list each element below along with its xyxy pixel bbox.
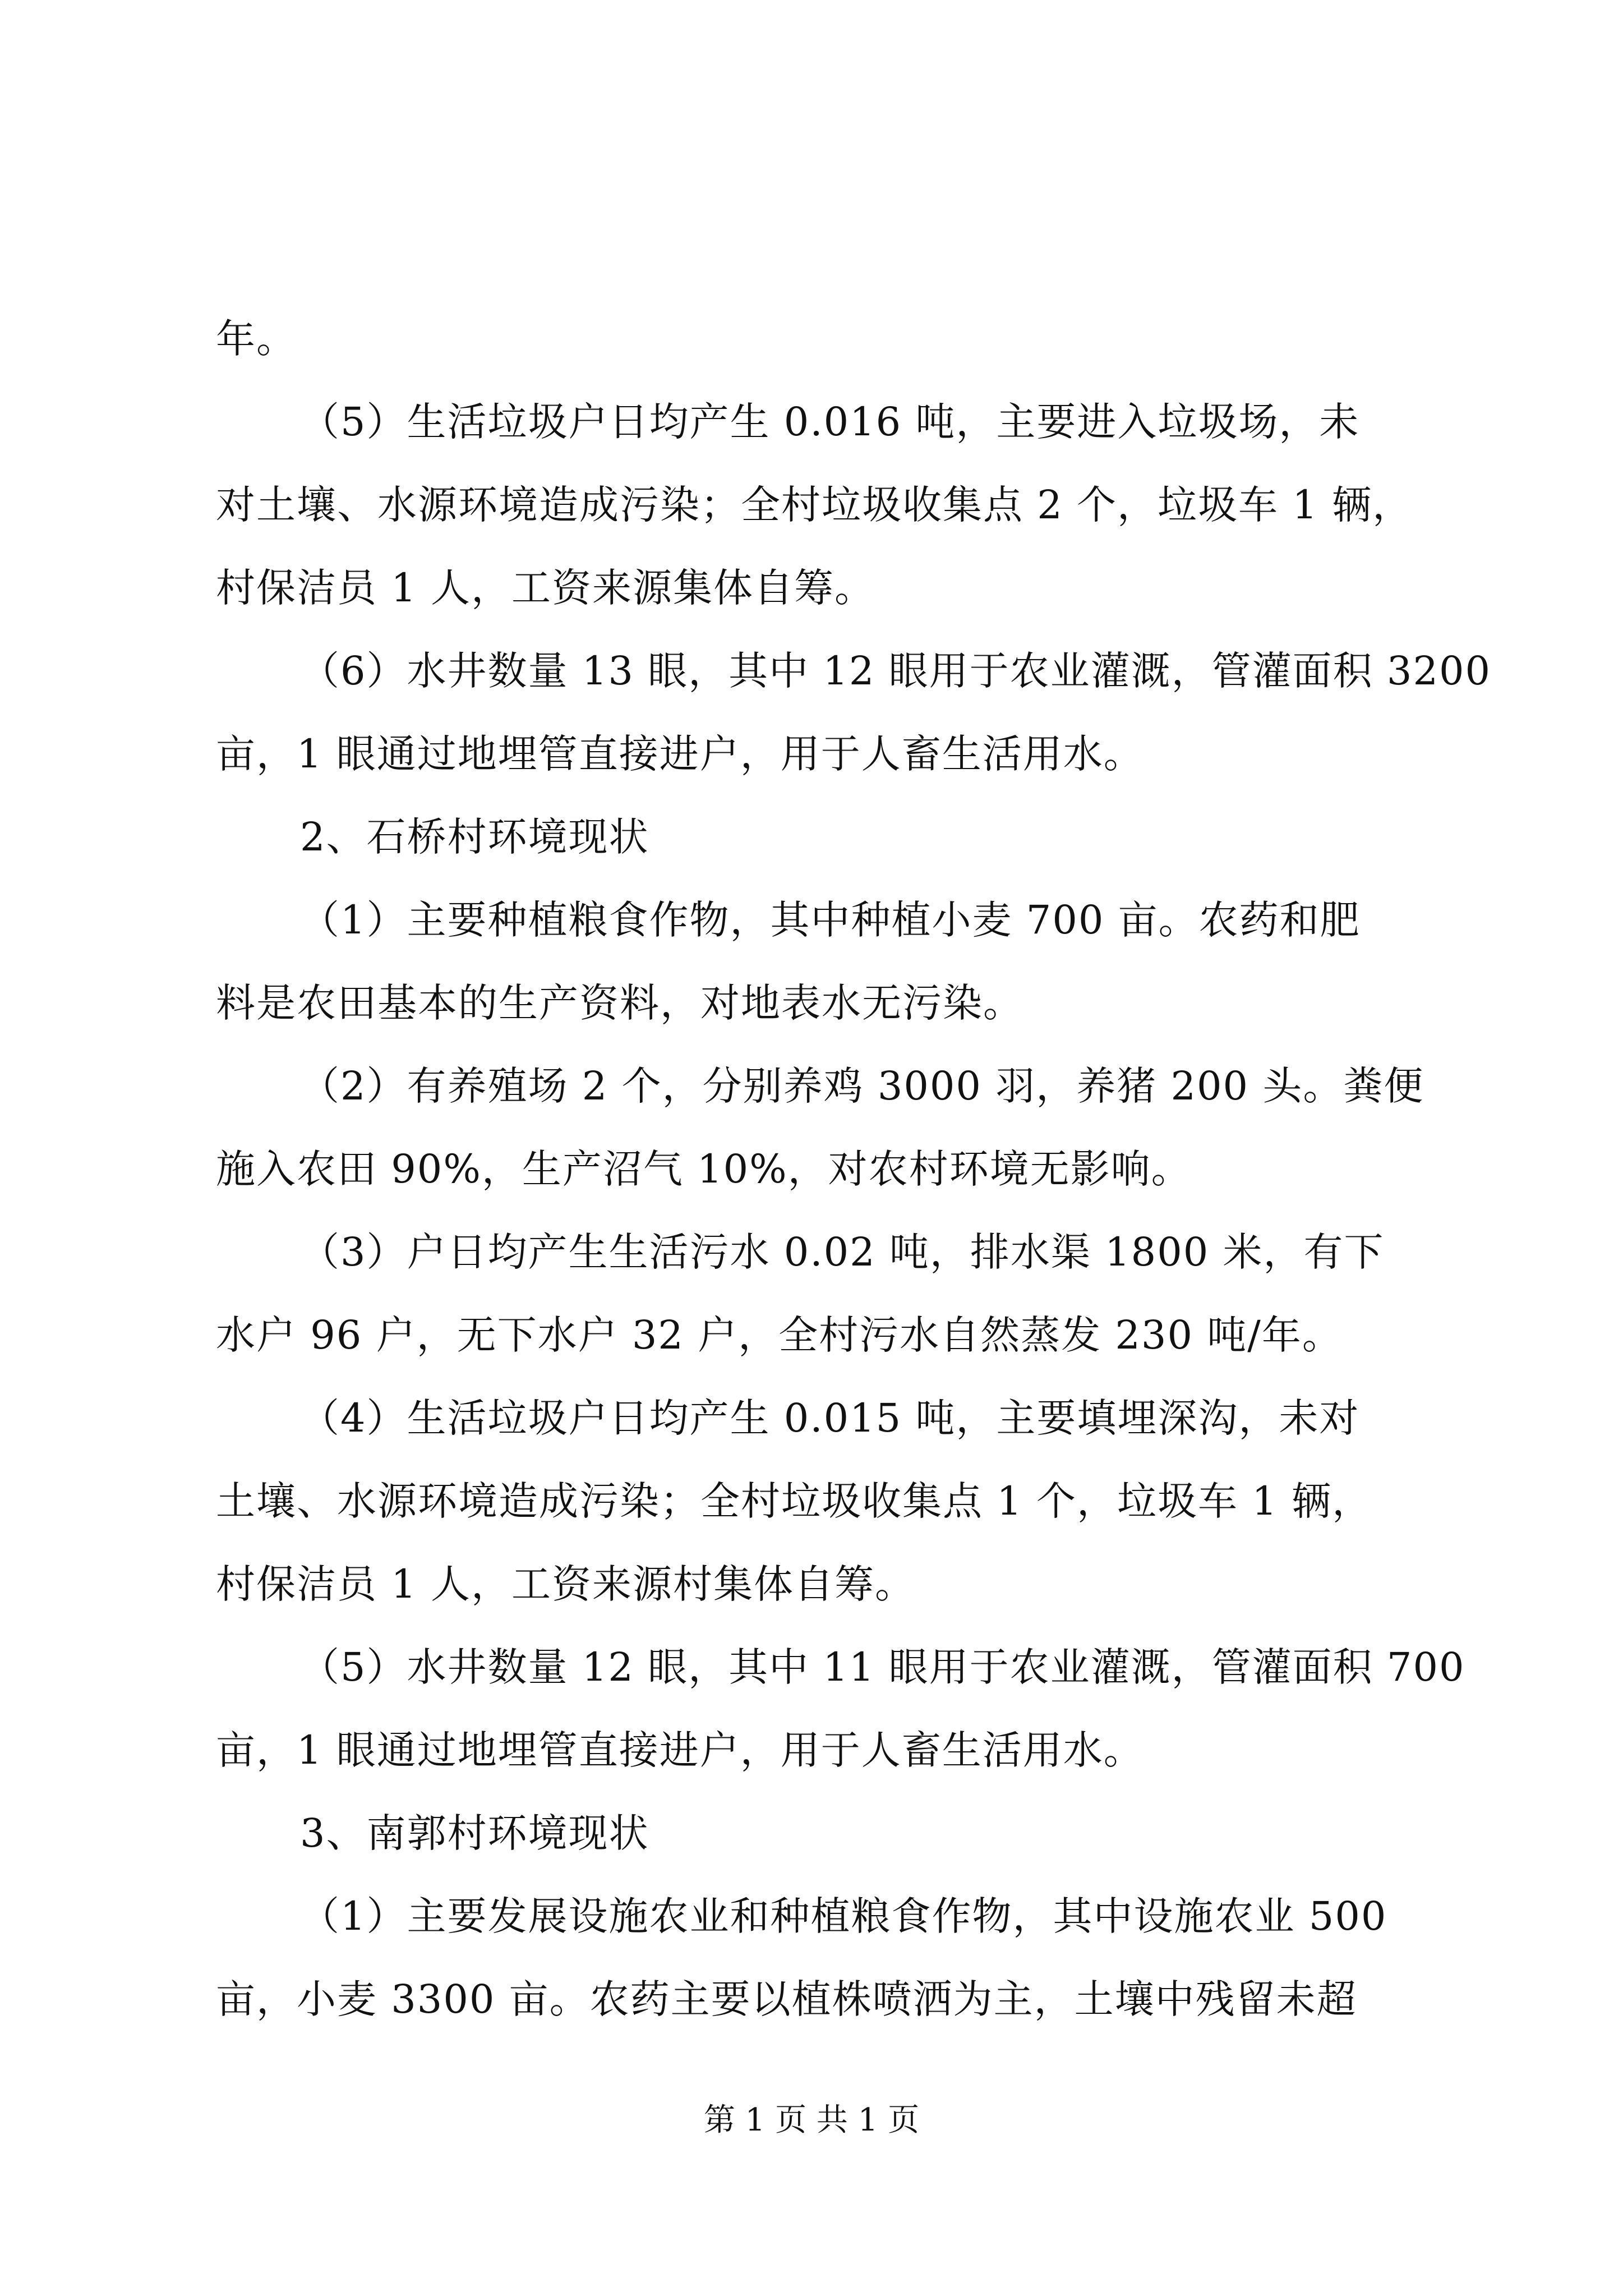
text-line: 亩，小麦 3300 亩。农药主要以植株喷洒为主，土壤中残留未超 bbox=[216, 1976, 1357, 2022]
text-line: （1）主要种植粮食作物，其中种植小麦 700 亩。农药和肥 bbox=[300, 897, 1361, 943]
text-line: （2）有养殖场 2 个，分别养鸡 3000 羽，养猪 200 头。粪便 bbox=[300, 1063, 1424, 1109]
page-number-footer: 第 1 页 共 1 页 bbox=[703, 2102, 920, 2138]
document-body bbox=[216, 297, 1492, 2041]
text-line: （6）水井数量 13 眼，其中 12 眼用于农业灌溉，管灌面积 3200 bbox=[300, 648, 1492, 694]
text-line: 对土壤、水源环境造成污染；全村垃圾收集点 2 个，垃圾车 1 辆， bbox=[216, 482, 1413, 528]
text-line: （4）生活垃圾户日均产生 0.015 吨，主要填埋深沟，未对 bbox=[300, 1395, 1360, 1441]
text-line: 年。 bbox=[216, 316, 297, 362]
text-line: 料是农田基本的生产资料，对地表水无污染。 bbox=[216, 980, 1023, 1026]
section-heading: 3、南郭村环境现状 bbox=[300, 1810, 649, 1856]
text-line: 亩，1 眼通过地埋管直接进户，用于人畜生活用水。 bbox=[216, 1727, 1144, 1773]
text-line: 水户 96 户，无下水户 32 户，全村污水自然蒸发 230 吨/年。 bbox=[216, 1312, 1343, 1358]
text-line: （5）生活垃圾户日均产生 0.016 吨，主要进入垃圾场，未 bbox=[300, 399, 1360, 445]
text-line: 土壤、水源环境造成污染；全村垃圾收集点 1 个，垃圾车 1 辆， bbox=[216, 1478, 1373, 1524]
text-line: （3）户日均产生生活污水 0.02 吨，排水渠 1800 米，有下 bbox=[300, 1229, 1385, 1275]
text-line: 村保洁员 1 人，工资来源集体自筹。 bbox=[216, 565, 875, 611]
section-heading: 2、石桥村环境现状 bbox=[300, 814, 649, 860]
text-line: 亩，1 眼通过地埋管直接进户，用于人畜生活用水。 bbox=[216, 731, 1144, 777]
text-line: （5）水井数量 12 眼，其中 11 眼用于农业灌溉，管灌面积 700 bbox=[300, 1644, 1465, 1690]
text-line: 施入农田 90%，生产沼气 10%，对农村环境无影响。 bbox=[216, 1146, 1192, 1192]
text-line: 村保洁员 1 人，工资来源村集体自筹。 bbox=[216, 1561, 916, 1607]
text-line: （1）主要发展设施农业和种植粮食作物，其中设施农业 500 bbox=[300, 1893, 1387, 1939]
